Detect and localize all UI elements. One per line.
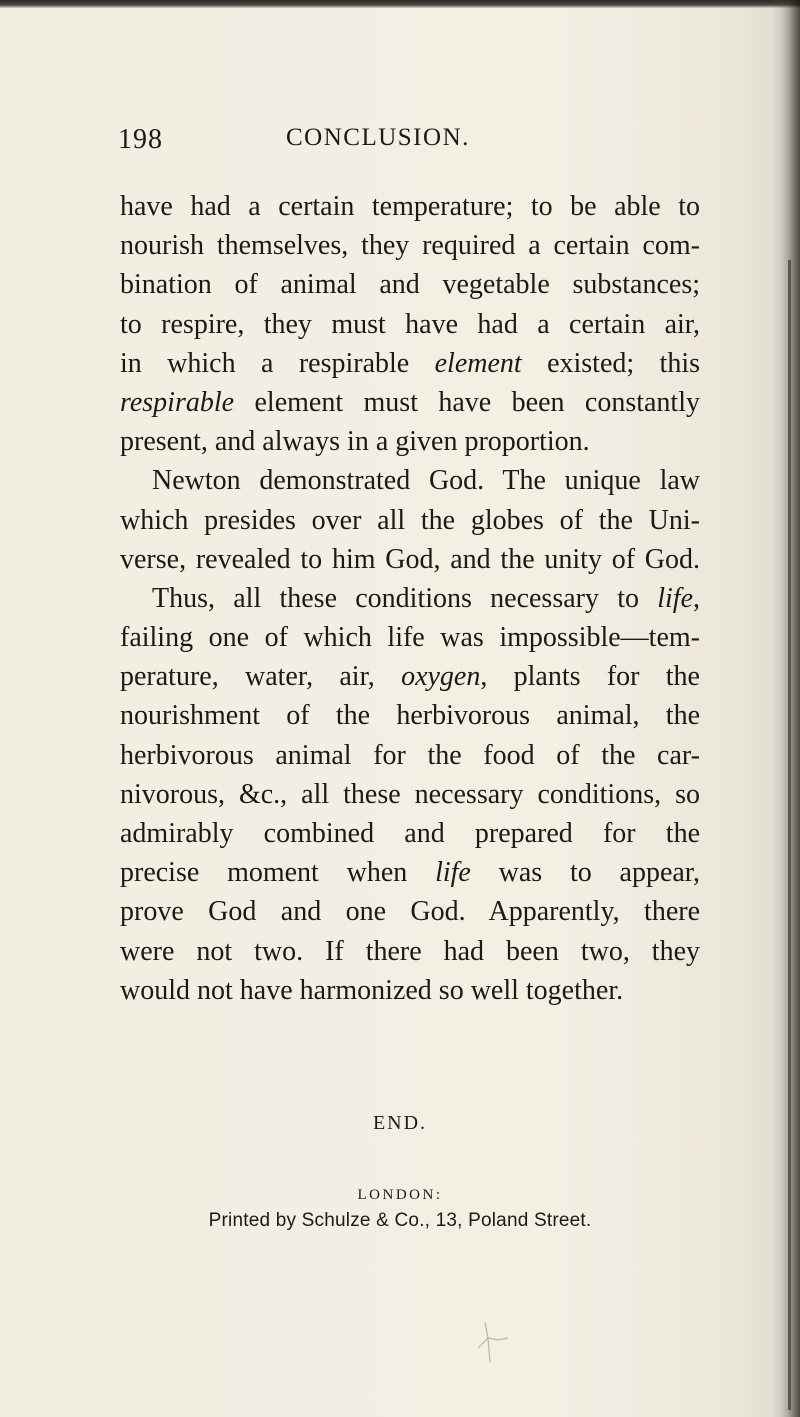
text-line: respirable element must have been constantly	[120, 386, 700, 418]
text-line: would not have harmonized so well together.	[120, 974, 624, 1006]
text-line: Thus, all these conditions necessary to life,	[152, 582, 700, 614]
italic-word: life	[657, 582, 693, 614]
paper-blemish-icon	[470, 1320, 510, 1365]
page-gutter-shadow	[772, 0, 800, 1417]
text-line: present, and always in a given proportion.	[120, 426, 590, 458]
text-line: nivorous, &c., all these necessary conditions, so	[120, 778, 700, 810]
end-mark: END.	[372, 1112, 428, 1134]
text-line: admirably combined and prepared for the	[120, 818, 700, 849]
colophon-place: LONDON:	[357, 1187, 443, 1203]
italic-word: oxygen	[401, 661, 481, 693]
top-edge-rule	[0, 0, 800, 8]
italic-word: respirable	[120, 386, 235, 418]
text-line: prove God and one God. Apparently, there	[120, 896, 700, 928]
text-line: bination of animal and vegetable substances;	[120, 269, 700, 301]
text-line: failing one of which life was impossible—tem-	[120, 622, 700, 654]
italic-word: element	[434, 347, 522, 379]
text-line: which presides over all the globes of the Uni-	[120, 504, 700, 536]
text-line: verse, revealed to him God, and the unity of God.	[120, 543, 700, 575]
body-text	[120, 187, 700, 1010]
text-line: perature, water, air, oxygen, plants for the	[120, 661, 700, 693]
italic-word: life	[435, 857, 471, 889]
page-header	[118, 124, 678, 164]
text-line: have had a certain temperature; to be able to	[120, 191, 700, 222]
colophon-printer: Printed by Schulze & Co., 13, Poland Street.	[208, 1210, 592, 1231]
text-line: herbivorous animal for the food of the car-	[120, 739, 700, 771]
text-line: to respire, they must have had a certain air,	[120, 308, 700, 340]
text-line: Newton demonstrated God. The unique law	[152, 465, 700, 497]
running-title: CONCLUSION.	[286, 124, 470, 151]
page-number: 198	[118, 124, 163, 155]
text-line: in which a respirable element existed; this	[120, 347, 701, 379]
text-line: nourish themselves, they required a certain com-	[120, 230, 700, 262]
text-line: were not two. If there had been two, they	[120, 935, 700, 967]
text-line: precise moment when life was to appear,	[120, 857, 700, 889]
text-line: nourishment of the herbivorous animal, the	[120, 700, 700, 732]
